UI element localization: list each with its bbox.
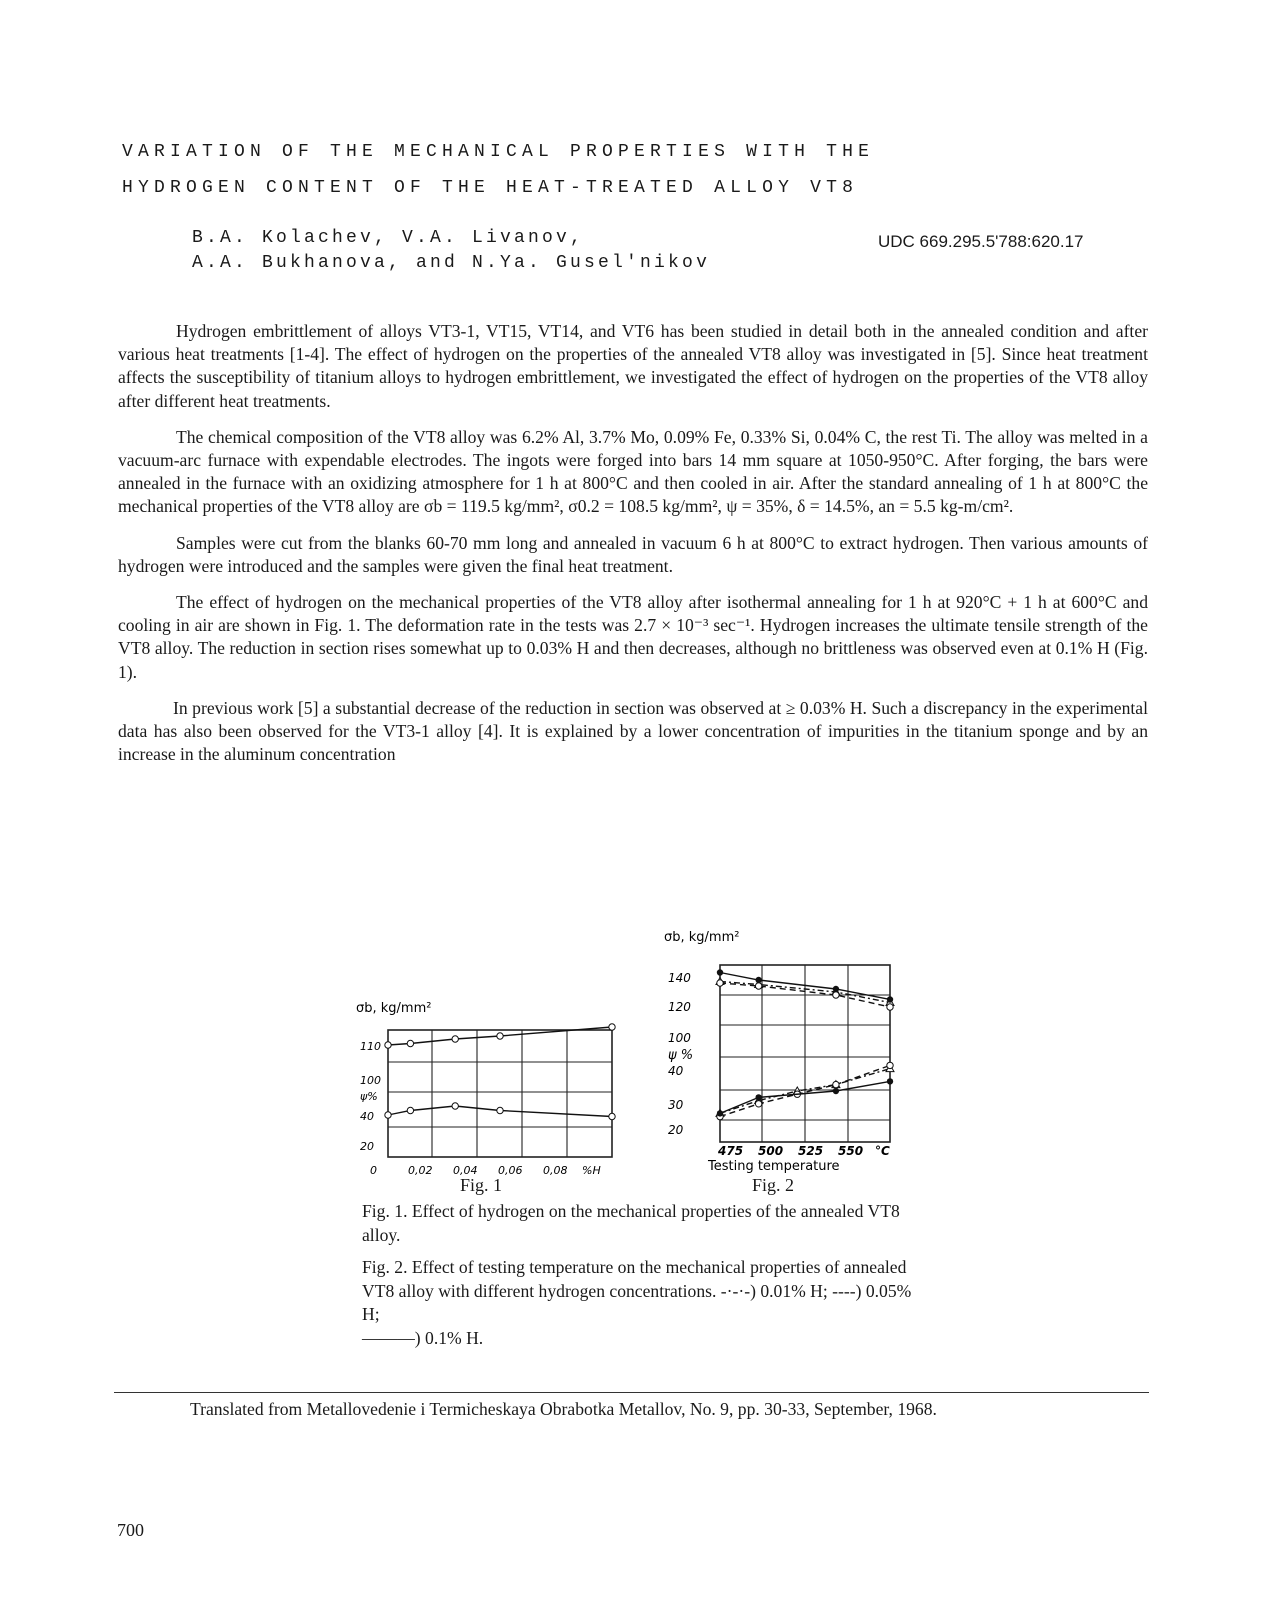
fig2-bottom-tick: 20 — [668, 1123, 684, 1137]
fig1-bottom-tick: 20 — [360, 1140, 374, 1153]
fig2-top-series-1-point — [755, 983, 761, 989]
fig1-top-tick: 100 — [360, 1074, 381, 1087]
paragraph: Hydrogen embrittlement of alloys VT3-1, VT15, VT14, and VT6 has been studied in detail both in the annealed condition and after various heat treatments [1-4]. The effect of hydrogen on the properties of the annealed VT8 alloy was investigated in [5]. Since heat treatment affects the susceptibility of titanium alloys to hydrogen embrittlement, we investigated the effect of hydrogen on the properties of the VT8 alloy after different heat treatments. — [118, 321, 1148, 411]
fig2-top-series-2-point — [833, 986, 839, 992]
fig2-bottom-series-2-point — [887, 1078, 893, 1084]
fig2-top-axis-label: σb, kg/mm² — [664, 930, 740, 945]
footnote-rule — [114, 1392, 1149, 1393]
fig2-top-series-2-point — [717, 969, 723, 975]
paragraph: Samples were cut from the blanks 60-70 mm long and annealed in vacuum 6 h at 800°C to extract hydrogen. Then various amounts of hydrogen were introduced and the samples were given the final heat treatment. — [118, 532, 1148, 576]
fig1-bottom-axis-label: ψ% — [360, 1090, 378, 1103]
fig1-x-tick: 0,02 — [408, 1164, 433, 1177]
fig2-x-tick: 525 — [798, 1144, 824, 1158]
fig2-top-tick: 120 — [668, 1000, 691, 1014]
fig2-bottom-axis-label: ψ % — [668, 1048, 694, 1063]
fig2-x-tick: 550 — [838, 1144, 864, 1158]
fig2-bottom-series-1-point — [755, 1101, 761, 1107]
fig1-x-tick: 0,06 — [498, 1164, 523, 1177]
fig1-grid — [388, 1030, 612, 1157]
fig1-strength-series-point — [452, 1036, 458, 1042]
fig1-top-axis-label: σb, kg/mm² — [356, 1001, 432, 1016]
fig1-x-tick: 0,08 — [543, 1164, 568, 1177]
udc-code: UDC 669.295.5'788:620.17 — [878, 232, 1084, 251]
fig1-label: Fig. 1 — [460, 1175, 503, 1195]
footnote: Translated from Metallovedenie i Termicheskaya Obrabotka Metallov, No. 9, pp. 30-33, September, 1968. — [190, 1399, 937, 1419]
title-line-1: VARIATION OF THE MECHANICAL PROPERTIES WITH THE — [122, 142, 875, 162]
caption-fig-2-cont: ———) 0.1% H. — [362, 1327, 484, 1348]
paragraph: In previous work [5] a substantial decrease of the reduction in section was observed at ≥ 0.03% H. Such a discrepancy in the experimental data has also been observed for the VT3-1 alloy [4]. It is explained by a lower concentration of impurities in the titanium sponge and by an increase in the aluminum concentration — [118, 697, 1148, 765]
authors — [192, 226, 710, 276]
fig1-strength-series-point — [407, 1040, 413, 1046]
fig1-x-tick: 0,04 — [453, 1164, 478, 1177]
fig2-bottom-tick: 30 — [668, 1098, 684, 1112]
body-text — [118, 320, 1148, 779]
page-number: 700 — [117, 1520, 144, 1540]
authors-line-2: A.A. Bukhanova, and N.Ya. Gusel'nikov — [192, 253, 711, 273]
fig1-reduction-series-point — [609, 1113, 615, 1119]
paragraph: The effect of hydrogen on the mechanical properties of the VT8 alloy after isothermal annealing for 1 h at 920°C + 1 h at 600°C and cooling in air are shown in Fig. 1. The deformation rate in the tests was 2.7 × 10⁻³ sec⁻¹. Hydrogen increases the ultimate tensile strength of the VT8 alloy. The reduction in section rises somewhat up to 0.03% H and then decreases, although no brittleness was observed even at 0.1% H (Fig. 1). — [118, 592, 1148, 682]
fig2-top-series-2-point — [887, 996, 893, 1002]
fig2-top-series-1-point — [717, 980, 723, 986]
figure-captions — [362, 1200, 912, 1359]
fig2-bottom-series-2-point — [755, 1094, 761, 1100]
fig1-strength-series-point — [609, 1024, 615, 1030]
fig2-bottom-tick: 40 — [668, 1064, 684, 1078]
fig2-bottom-series-2-point — [717, 1110, 723, 1116]
fig2-x-tick: 475 — [718, 1144, 744, 1158]
caption-fig-1: Fig. 1. Effect of hydrogen on the mechanical properties of the annealed VT8 alloy. — [362, 1201, 900, 1245]
title-line-2: HYDROGEN CONTENT OF THE HEAT-TREATED ALLOY VT8 — [122, 178, 859, 198]
fig2-top-series-1-point — [887, 1004, 893, 1010]
paragraph: The chemical composition of the VT8 alloy was 6.2% Al, 3.7% Mo, 0.09% Fe, 0.33% Si, 0.04% C, the rest Ti. The alloy was melted in a vacuum-arc furnace with expendable electrodes. The ingots were forged into bars 14 mm square at 1050-950°C. After forging, the bars were annealed in the furnace with an oxidizing atmosphere for 1 h at 800°C and then cooled in air. After the standard annealing of 1 h at 800°C the mechanical properties of the VT8 alloy are σb = 119.5 kg/mm², σ0.2 = 108.5 kg/mm², ψ = 35%, δ = 14.5%, an = 5.5 kg-m/cm². — [118, 426, 1148, 517]
caption-fig-2: Fig. 2. Effect of testing temperature on the mechanical properties of annealed VT8 alloy with different hydrogen concentrations. -·-·-) 0.01% H; ----) 0.05% H; — [362, 1257, 912, 1324]
fig1-reduction-series-point — [452, 1103, 458, 1109]
figure-1-chart — [350, 990, 630, 1190]
fig2-top-series-1-point — [833, 992, 839, 998]
fig1-reduction-series-point — [385, 1112, 391, 1118]
fig1-top-tick: 110 — [360, 1040, 381, 1053]
fig2-bottom-series-2-point — [833, 1088, 839, 1094]
fig2-bottom-series-1-point — [833, 1081, 839, 1087]
figure-2-chart — [660, 925, 910, 1185]
fig2-bottom-series-1-point — [887, 1062, 893, 1068]
fig1-x-tick: 0 — [370, 1164, 377, 1177]
authors-line-1: B.A. Kolachev, V.A. Livanov, — [192, 228, 585, 248]
fig2-x-tick: °C — [875, 1144, 890, 1158]
fig2-top-tick: 140 — [668, 971, 691, 985]
fig1-reduction-series-point — [407, 1107, 413, 1113]
fig2-x-axis-label: Testing temperature — [708, 1159, 840, 1174]
fig1-strength-series-point — [497, 1033, 503, 1039]
fig1-bottom-tick: 40 — [360, 1110, 374, 1123]
figure-1 — [350, 990, 630, 1195]
figure-2 — [660, 925, 910, 1190]
fig2-label: Fig. 2 — [752, 1175, 795, 1195]
fig2-top-tick: 100 — [668, 1031, 691, 1045]
fig2-x-tick: 500 — [758, 1144, 784, 1158]
fig2-top-series-2-point — [755, 977, 761, 983]
fig1-strength-series-point — [385, 1042, 391, 1048]
fig1-reduction-series-point — [497, 1107, 503, 1113]
fig1-x-tick: %H — [582, 1164, 601, 1177]
